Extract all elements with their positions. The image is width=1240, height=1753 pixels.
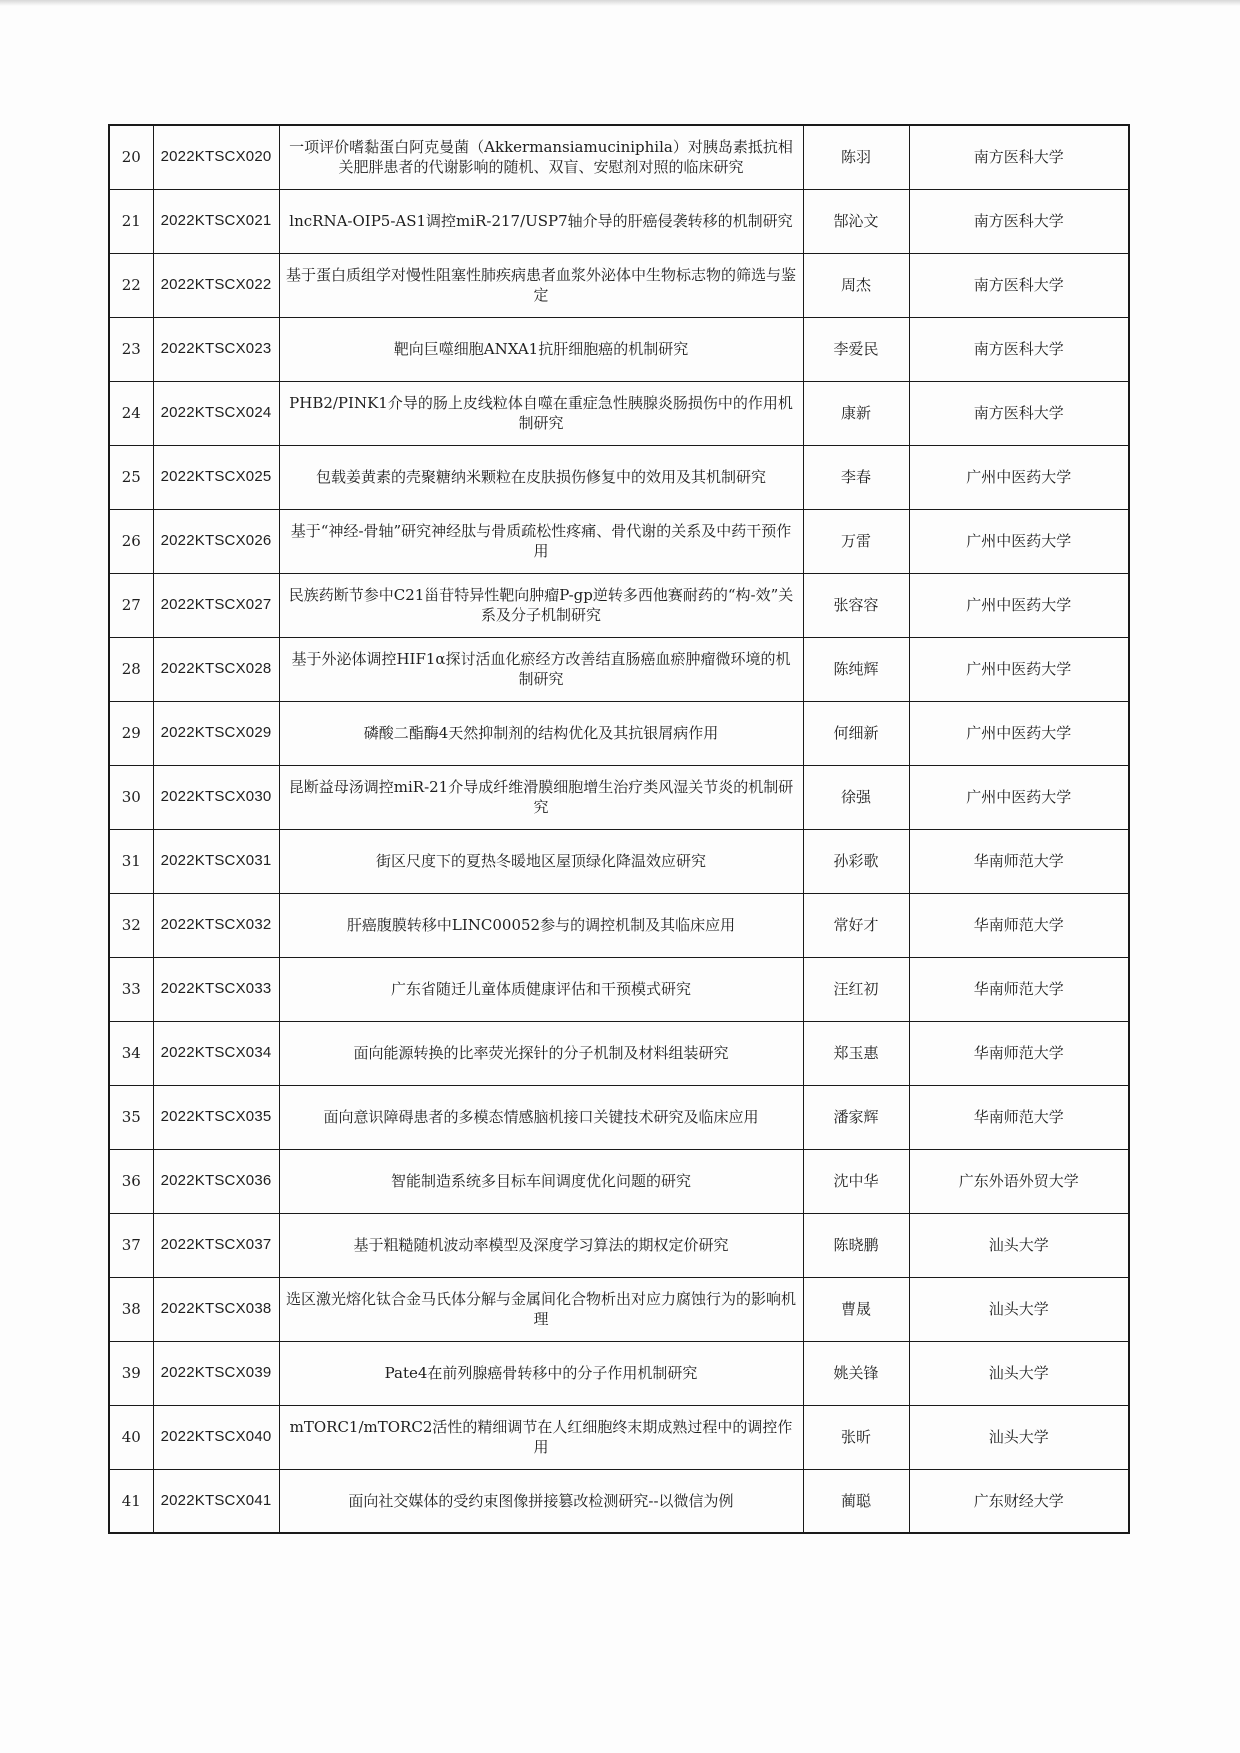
project-code: 2022KTSCX024 (153, 381, 279, 445)
institution: 广州中医药大学 (909, 445, 1129, 509)
table-row (109, 1213, 1129, 1277)
row-number: 35 (109, 1085, 153, 1149)
project-leader: 蔺聪 (803, 1469, 909, 1533)
row-number: 24 (109, 381, 153, 445)
row-number: 23 (109, 317, 153, 381)
table-row (109, 1341, 1129, 1405)
project-code: 2022KTSCX035 (153, 1085, 279, 1149)
table-row (109, 317, 1129, 381)
project-code: 2022KTSCX021 (153, 189, 279, 253)
institution: 南方医科大学 (909, 125, 1129, 189)
row-number: 34 (109, 1021, 153, 1085)
project-title: 基于蛋白质组学对慢性阻塞性肺疾病患者血浆外泌体中生物标志物的筛选与鉴定 (279, 253, 803, 317)
row-number: 22 (109, 253, 153, 317)
project-code: 2022KTSCX040 (153, 1405, 279, 1469)
table-row (109, 1149, 1129, 1213)
project-leader: 沈中华 (803, 1149, 909, 1213)
institution: 华南师范大学 (909, 1085, 1129, 1149)
project-title: 智能制造系统多目标车间调度优化问题的研究 (279, 1149, 803, 1213)
project-leader: 姚关锋 (803, 1341, 909, 1405)
table-row (109, 125, 1129, 189)
table-row (109, 573, 1129, 637)
project-leader: 李爱民 (803, 317, 909, 381)
project-leader: 周杰 (803, 253, 909, 317)
project-code: 2022KTSCX025 (153, 445, 279, 509)
project-code: 2022KTSCX038 (153, 1277, 279, 1341)
project-leader: 郑玉惠 (803, 1021, 909, 1085)
institution: 汕头大学 (909, 1277, 1129, 1341)
project-title: 民族药断节参中C21甾苷特异性靶向肿瘤P-gp逆转多西他赛耐药的“构-效”关系及分子机制研究 (279, 573, 803, 637)
row-number: 20 (109, 125, 153, 189)
project-leader: 何细新 (803, 701, 909, 765)
row-number: 32 (109, 893, 153, 957)
row-number: 33 (109, 957, 153, 1021)
row-number: 21 (109, 189, 153, 253)
project-code: 2022KTSCX028 (153, 637, 279, 701)
project-code: 2022KTSCX034 (153, 1021, 279, 1085)
project-code: 2022KTSCX022 (153, 253, 279, 317)
table-row (109, 1469, 1129, 1533)
project-title: 面向意识障碍患者的多模态情感脑机接口关键技术研究及临床应用 (279, 1085, 803, 1149)
table-row (109, 1021, 1129, 1085)
project-title: 一项评价嗜黏蛋白阿克曼菌（Akkermansiamuciniphila）对胰岛素抵抗相关肥胖患者的代谢影响的随机、双盲、安慰剂对照的临床研究 (279, 125, 803, 189)
project-title: 基于粗糙随机波动率模型及深度学习算法的期权定价研究 (279, 1213, 803, 1277)
institution: 广东外语外贸大学 (909, 1149, 1129, 1213)
institution: 华南师范大学 (909, 893, 1129, 957)
project-title: 街区尺度下的夏热冬暖地区屋顶绿化降温效应研究 (279, 829, 803, 893)
project-code: 2022KTSCX023 (153, 317, 279, 381)
row-number: 29 (109, 701, 153, 765)
project-leader: 康新 (803, 381, 909, 445)
project-code: 2022KTSCX020 (153, 125, 279, 189)
project-leader: 张容容 (803, 573, 909, 637)
project-title: 靶向巨噬细胞ANXA1抗肝细胞癌的机制研究 (279, 317, 803, 381)
project-leader: 陈纯辉 (803, 637, 909, 701)
project-title: 面向社交媒体的受约束图像拼接篡改检测研究--以微信为例 (279, 1469, 803, 1533)
table-row (109, 829, 1129, 893)
project-code: 2022KTSCX036 (153, 1149, 279, 1213)
project-title: 面向能源转换的比率荧光探针的分子机制及材料组装研究 (279, 1021, 803, 1085)
project-title: 昆断益母汤调控miR-21介导成纤维滑膜细胞增生治疗类风湿关节炎的机制研究 (279, 765, 803, 829)
table-row (109, 509, 1129, 573)
project-leader: 陈晓鹏 (803, 1213, 909, 1277)
row-number: 31 (109, 829, 153, 893)
institution: 汕头大学 (909, 1405, 1129, 1469)
table-row (109, 1085, 1129, 1149)
table-row (109, 1405, 1129, 1469)
project-title: 肝癌腹膜转移中LINC00052参与的调控机制及其临床应用 (279, 893, 803, 957)
table-body (109, 125, 1129, 1533)
institution: 广州中医药大学 (909, 573, 1129, 637)
row-number: 37 (109, 1213, 153, 1277)
institution: 广州中医药大学 (909, 509, 1129, 573)
project-leader: 孙彩歌 (803, 829, 909, 893)
row-number: 41 (109, 1469, 153, 1533)
project-leader: 郜沁文 (803, 189, 909, 253)
table-row (109, 253, 1129, 317)
institution: 汕头大学 (909, 1213, 1129, 1277)
project-code: 2022KTSCX037 (153, 1213, 279, 1277)
table-row (109, 893, 1129, 957)
project-leader: 曹晟 (803, 1277, 909, 1341)
institution: 南方医科大学 (909, 189, 1129, 253)
project-leader: 张昕 (803, 1405, 909, 1469)
project-code: 2022KTSCX041 (153, 1469, 279, 1533)
table-row (109, 957, 1129, 1021)
project-title: 选区激光熔化钛合金马氏体分解与金属间化合物析出对应力腐蚀行为的影响机理 (279, 1277, 803, 1341)
project-leader: 陈羽 (803, 125, 909, 189)
project-code: 2022KTSCX039 (153, 1341, 279, 1405)
row-number: 27 (109, 573, 153, 637)
row-number: 36 (109, 1149, 153, 1213)
table-row (109, 189, 1129, 253)
project-title: 基于外泌体调控HIF1α探讨活血化瘀经方改善结直肠癌血瘀肿瘤微环境的机制研究 (279, 637, 803, 701)
row-number: 30 (109, 765, 153, 829)
project-title: mTORC1/mTORC2活性的精细调节在人红细胞终末期成熟过程中的调控作用 (279, 1405, 803, 1469)
project-title: 广东省随迁儿童体质健康评估和干预模式研究 (279, 957, 803, 1021)
project-code: 2022KTSCX030 (153, 765, 279, 829)
project-title: PHB2/PINK1介导的肠上皮线粒体自噬在重症急性胰腺炎肠损伤中的作用机制研究 (279, 381, 803, 445)
table-row (109, 381, 1129, 445)
project-leader: 汪红初 (803, 957, 909, 1021)
project-code: 2022KTSCX033 (153, 957, 279, 1021)
project-code: 2022KTSCX027 (153, 573, 279, 637)
institution: 南方医科大学 (909, 381, 1129, 445)
project-title: 磷酸二酯酶4天然抑制剂的结构优化及其抗银屑病作用 (279, 701, 803, 765)
institution: 广州中医药大学 (909, 701, 1129, 765)
project-title: 基于“神经-骨轴”研究神经肽与骨质疏松性疼痛、骨代谢的关系及中药干预作用 (279, 509, 803, 573)
row-number: 28 (109, 637, 153, 701)
table-row (109, 445, 1129, 509)
project-title: Pate4在前列腺癌骨转移中的分子作用机制研究 (279, 1341, 803, 1405)
institution: 华南师范大学 (909, 957, 1129, 1021)
table-row (109, 637, 1129, 701)
project-title: 包载姜黄素的壳聚糖纳米颗粒在皮肤损伤修复中的效用及其机制研究 (279, 445, 803, 509)
table-row (109, 765, 1129, 829)
row-number: 39 (109, 1341, 153, 1405)
project-leader: 万雷 (803, 509, 909, 573)
project-code: 2022KTSCX029 (153, 701, 279, 765)
project-code: 2022KTSCX032 (153, 893, 279, 957)
project-code: 2022KTSCX026 (153, 509, 279, 573)
project-title: lncRNA-OIP5-AS1调控miR-217/USP7轴介导的肝癌侵袭转移的机制研究 (279, 189, 803, 253)
project-leader: 李春 (803, 445, 909, 509)
institution: 南方医科大学 (909, 253, 1129, 317)
row-number: 38 (109, 1277, 153, 1341)
project-leader: 潘家辉 (803, 1085, 909, 1149)
project-leader: 徐强 (803, 765, 909, 829)
project-code: 2022KTSCX031 (153, 829, 279, 893)
institution: 广州中医药大学 (909, 765, 1129, 829)
scan-top-edge (0, 0, 1240, 6)
project-table (108, 124, 1130, 1534)
row-number: 25 (109, 445, 153, 509)
institution: 广东财经大学 (909, 1469, 1129, 1533)
institution: 华南师范大学 (909, 1021, 1129, 1085)
row-number: 40 (109, 1405, 153, 1469)
institution: 南方医科大学 (909, 317, 1129, 381)
row-number: 26 (109, 509, 153, 573)
table-row (109, 1277, 1129, 1341)
project-leader: 常好才 (803, 893, 909, 957)
institution: 广州中医药大学 (909, 637, 1129, 701)
institution: 华南师范大学 (909, 829, 1129, 893)
table-row (109, 701, 1129, 765)
institution: 汕头大学 (909, 1341, 1129, 1405)
